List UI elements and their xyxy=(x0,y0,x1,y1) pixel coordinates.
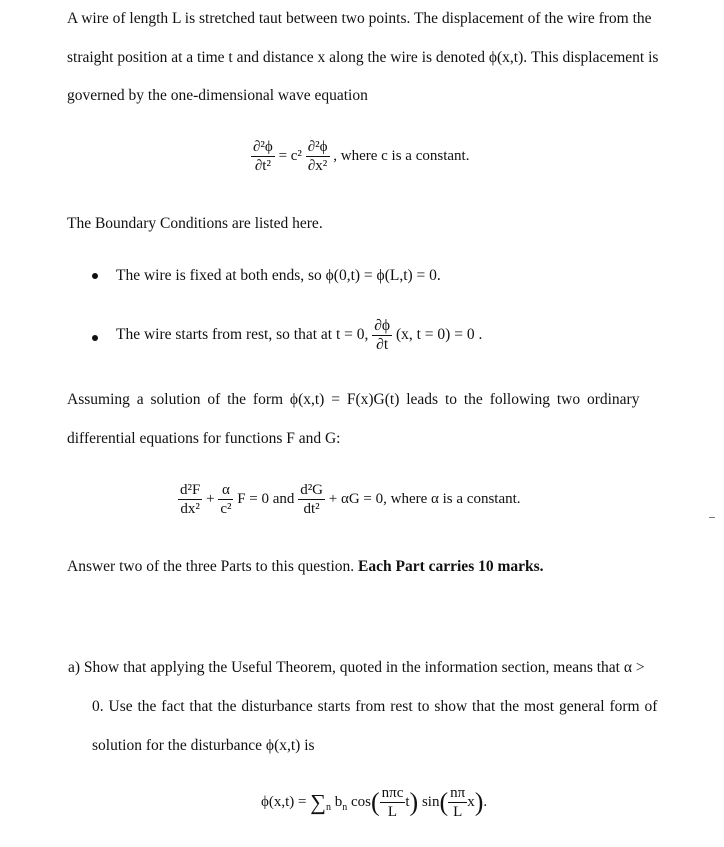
instructions xyxy=(67,557,544,577)
wave-rhs-den: ∂x² xyxy=(307,158,328,174)
bc2-fraction xyxy=(372,318,392,353)
sol-cos-num: nπc xyxy=(381,785,404,801)
intro-line-2: straight position at a time t and distance x along the wire is denoted ϕ(x,t). This displacement is xyxy=(67,49,659,66)
sol-lhs: ϕ(x,t) = xyxy=(261,793,307,810)
wave-rhs-num: ∂²ϕ xyxy=(307,139,328,155)
margin-mark xyxy=(709,517,715,518)
sol-cos: cos xyxy=(350,793,371,810)
wave-lhs-num: ∂²ϕ xyxy=(253,139,273,155)
sol-sin: sin xyxy=(421,793,440,810)
bullet-2 xyxy=(92,335,98,341)
bc2-post: (x, t = 0) = 0 . xyxy=(395,326,483,344)
instructions-plain: Answer two of the three Parts to this question. xyxy=(67,558,359,575)
ode-g-num: d²G xyxy=(300,482,324,498)
sol-sin-num: nπ xyxy=(450,785,466,801)
general-solution: $\phi(x,t) = \sum_n$ $b_n$ cos( $\frac{\text{nπc}}{L}$ t) sin( $\frac{n\pi}{L}$ x). xyxy=(261,785,488,820)
sol-sigma-sub: n xyxy=(325,801,331,813)
bc2-num: ∂ϕ xyxy=(374,317,391,334)
wave-equation xyxy=(251,139,469,174)
ode-g-fraction xyxy=(298,482,325,517)
sol-sin-var: x xyxy=(467,793,475,810)
sol-coef-sub: n xyxy=(342,801,348,813)
sol-sigma: ∑ xyxy=(310,789,326,815)
ode-f-den: dx² xyxy=(180,501,200,517)
sol-cos-var: t xyxy=(405,793,410,810)
ode-f-fraction xyxy=(178,482,202,517)
wave-lhs-fraction xyxy=(251,139,275,174)
assume-line-1: Assuming a solution of the form ϕ(x,t) = F(x)G(t) leads to the following two ordinary xyxy=(67,391,640,408)
ode-alpha-num: α xyxy=(221,482,230,498)
ode-plus: + xyxy=(206,490,215,507)
instructions-bold: Each Part carries 10 marks. xyxy=(358,558,544,575)
wave-lhs-den: ∂t² xyxy=(254,158,271,174)
part-a-line-1: a) Show that applying the Useful Theorem, quoted in the information section, means that α > xyxy=(68,659,645,676)
bc2-den: ∂t xyxy=(376,336,389,353)
ode-equations xyxy=(178,482,521,517)
ode-alpha-den: c² xyxy=(220,501,232,517)
sol-coef: b xyxy=(334,793,343,810)
sol-end: . xyxy=(483,793,488,810)
sol-cos-den: L xyxy=(387,804,398,820)
ode-g-tail: + αG = 0, where α is a constant. xyxy=(328,490,521,507)
ode-f-num: d²F xyxy=(180,482,201,498)
part-a-line-2: 0. Use the fact that the disturbance starts from rest to show that the most general form of xyxy=(92,698,658,715)
assume-line-2: differential equations for functions F and G: xyxy=(67,430,341,447)
bc2-pre: The wire starts from rest, so that at t = 0, xyxy=(116,326,369,344)
intro-line-1: A wire of length L is stretched taut between two points. The displacement of the wire from the xyxy=(67,10,652,27)
bc-item-1: The wire is fixed at both ends, so ϕ(0,t) = ϕ(L,t) = 0. xyxy=(116,267,441,284)
ode-f-tail: F = 0 and xyxy=(237,490,295,507)
wave-tail: , where c is a constant. xyxy=(333,147,470,164)
sol-cos-fraction xyxy=(380,785,406,820)
wave-rhs-fraction xyxy=(306,139,330,174)
ode-g-den: dt² xyxy=(303,501,320,517)
bc-item-2 xyxy=(116,318,482,353)
intro-line-3: governed by the one-dimensional wave equation xyxy=(67,87,368,104)
sol-sin-den: L xyxy=(453,804,463,820)
ode-alpha-fraction xyxy=(218,482,233,517)
bullet-1 xyxy=(92,273,98,279)
sol-sin-fraction xyxy=(448,785,467,820)
part-a-line-3: solution for the disturbance ϕ(x,t) is xyxy=(92,737,315,754)
wave-mid: = c² xyxy=(278,147,302,164)
bc-heading: The Boundary Conditions are listed here. xyxy=(67,215,323,232)
